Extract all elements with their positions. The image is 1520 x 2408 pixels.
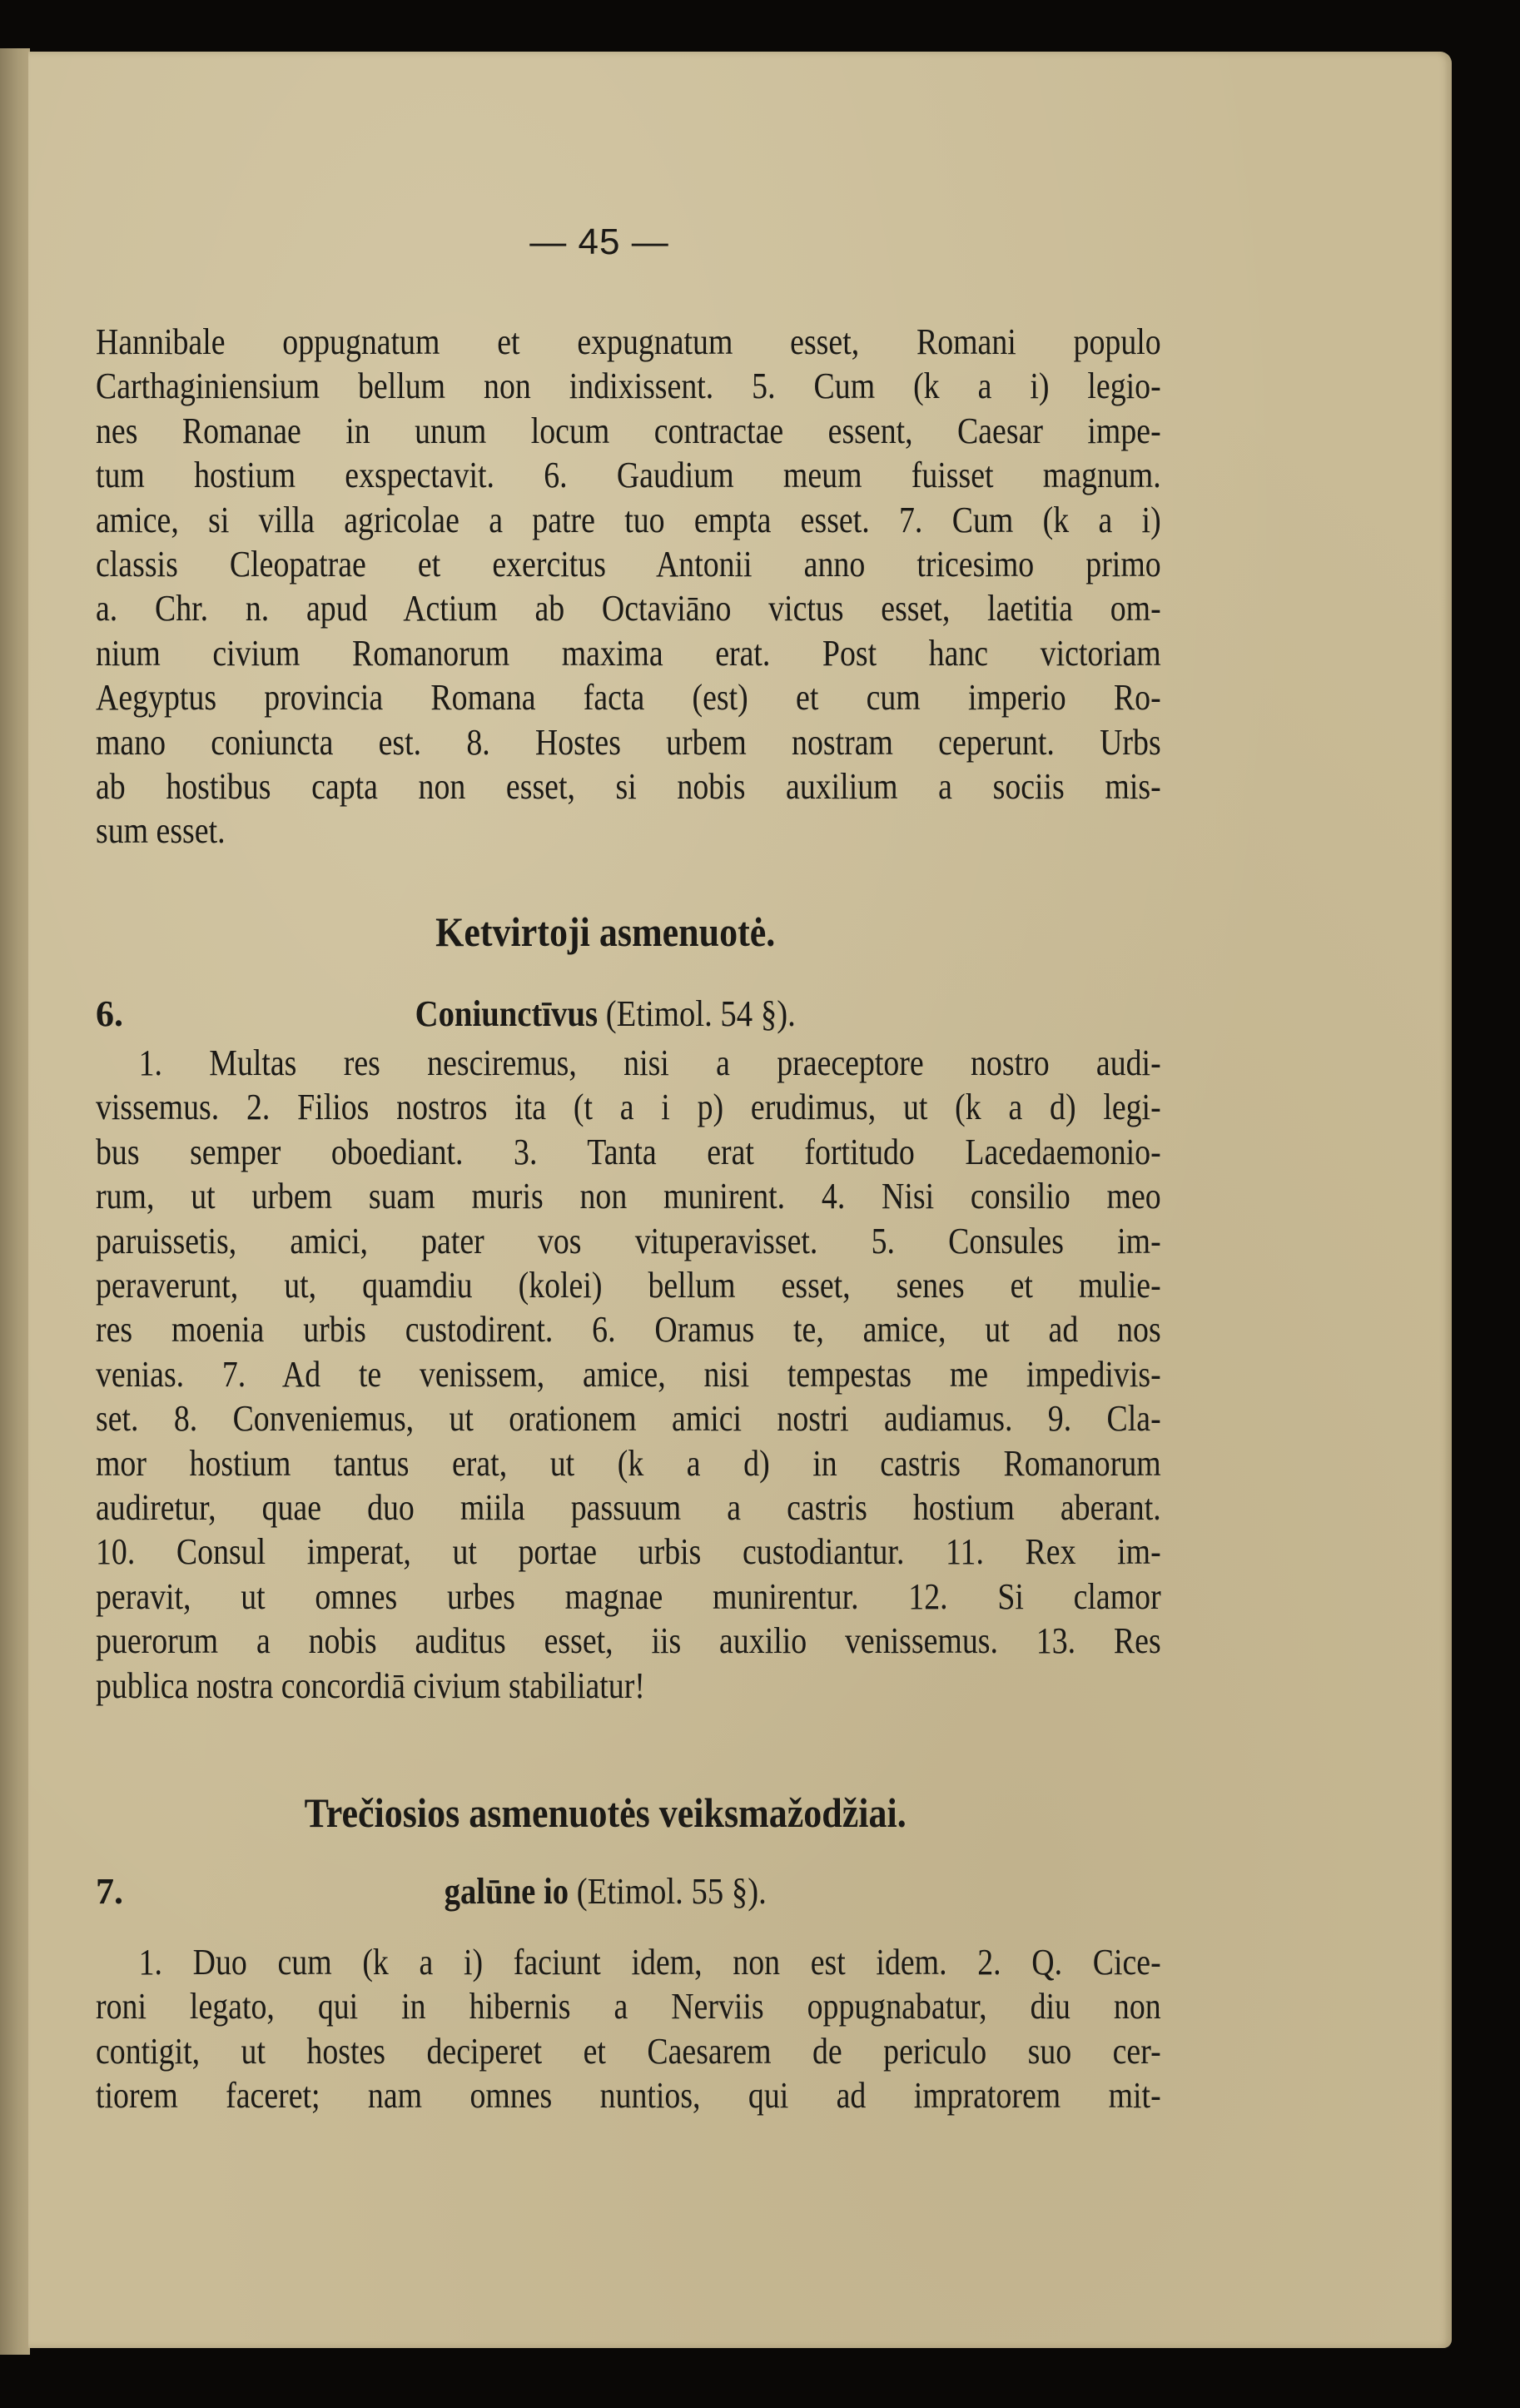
text-line: peravit, ut omnes urbes magnae munirentur. 12. Si clamor bbox=[96, 1575, 1161, 1617]
text-line: a. Chr. n. apud Actium ab Octaviāno victus esset, laetitia om- bbox=[96, 588, 1161, 629]
text-line: bus semper oboediant. 3. Tanta erat fortitudo Lacedaemonio- bbox=[96, 1131, 1161, 1172]
text-line: peraverunt, ut, quamdiu (kolei) bellum esset, senes et mulie- bbox=[96, 1265, 1161, 1306]
text-line: Carthaginiensium bellum non indixissent. 5. Cum (k a i) legio- bbox=[96, 366, 1161, 407]
text-line: res moenia urbis custodirent. 6. Oramus te, amice, ut ad nos bbox=[96, 1309, 1161, 1351]
exercise-number-6: 6. bbox=[96, 993, 123, 1034]
text-line: venias. 7. Ad te venissem, amice, nisi tempestas me impedivis- bbox=[96, 1353, 1161, 1395]
section-heading-fourth-conjugation: Ketvirtoji asmenuotė. bbox=[435, 908, 776, 955]
text-line: set. 8. Conveniemus, ut orationem amici nostri audiamus. 9. Cla- bbox=[96, 1398, 1161, 1440]
subheading-bold: galūne io bbox=[444, 1871, 569, 1912]
text-line: Aegyptus provincia Romana facta (est) et cum imperio Ro- bbox=[96, 677, 1161, 719]
text-line: vissemus. 2. Filios nostros ita (t a i p) erudimus, ut (k a d) legi- bbox=[96, 1087, 1161, 1128]
subheading-reference: (Etimol. 55 §). bbox=[569, 1871, 767, 1912]
book-spine-edge bbox=[0, 48, 30, 2355]
subheading-bold: Coniunctīvus bbox=[415, 993, 599, 1034]
exercise-7-subheading bbox=[78, 1870, 1133, 1913]
text-line: roni legato, qui in hibernis a Nerviis oppugnabatur, diu non bbox=[96, 1986, 1161, 2027]
text-line: contigit, ut hostes deciperet et Caesarem de periculo suo cer- bbox=[96, 2030, 1161, 2072]
text-line: 1. Multas res nesciremus, nisi a praeceptore nostro audi- bbox=[138, 1042, 1161, 1083]
subheading-reference: (Etimol. 54 §). bbox=[598, 993, 796, 1034]
text-line: tum hostium exspectavit. 6. Gaudium meum fuisset magnum. bbox=[96, 455, 1161, 496]
text-line: Hannibale oppugnatum et expugnatum esset, Romani populo bbox=[96, 321, 1161, 362]
text-line: 1. Duo cum (k a i) faciunt idem, non est idem. 2. Q. Cice- bbox=[138, 1942, 1161, 1983]
text-line: nium civium Romanorum maxima erat. Post hanc victoriam bbox=[96, 632, 1161, 674]
text-line: rum, ut urbem suam muris non munirent. 4. Nisi consilio meo bbox=[96, 1176, 1161, 1217]
text-line: puerorum a nobis auditus esset, iis auxilio venissemus. 13. Res bbox=[96, 1620, 1161, 1662]
text-line: publica nostra concordiā civium stabiliatur! bbox=[96, 1664, 645, 1706]
text-line: mor hostium tantus erat, ut (k a d) in castris Romanorum bbox=[96, 1442, 1161, 1484]
exercise-6-subheading bbox=[78, 993, 1133, 1035]
page-number: — 45 — bbox=[529, 221, 669, 262]
text-line: audiretur, quae duo miila passuum a castris hostium aberant. bbox=[96, 1487, 1161, 1528]
text-line: paruissetis, amici, pater vos vituperavisset. 5. Consules im- bbox=[96, 1220, 1161, 1261]
text-line: 10. Consul imperat, ut portae urbis custodiantur. 11. Rex im- bbox=[96, 1531, 1161, 1573]
text-line: mano coniuncta est. 8. Hostes urbem nostram ceperunt. Urbs bbox=[96, 721, 1161, 763]
text-line: tiorem faceret; nam omnes nuntios, qui ad impratorem mit- bbox=[96, 2075, 1161, 2117]
text-line: amice, si villa agricolae a patre tuo empta esset. 7. Cum (k a i) bbox=[96, 499, 1161, 540]
text-line: classis Cleopatrae et exercitus Antonii anno tricesimo primo bbox=[96, 544, 1161, 585]
section-heading-third-conjugation-verbs: Trečiosios asmenuotės veiksmažodžiai. bbox=[304, 1789, 907, 1836]
text-line: ab hostibus capta non esset, si nobis auxilium a sociis mis- bbox=[96, 766, 1161, 807]
text-line: sum esset. bbox=[96, 810, 226, 852]
text-line: nes Romanae in unum locum contractae essent, Caesar impe- bbox=[96, 410, 1161, 451]
exercise-number-7: 7. bbox=[96, 1871, 123, 1912]
